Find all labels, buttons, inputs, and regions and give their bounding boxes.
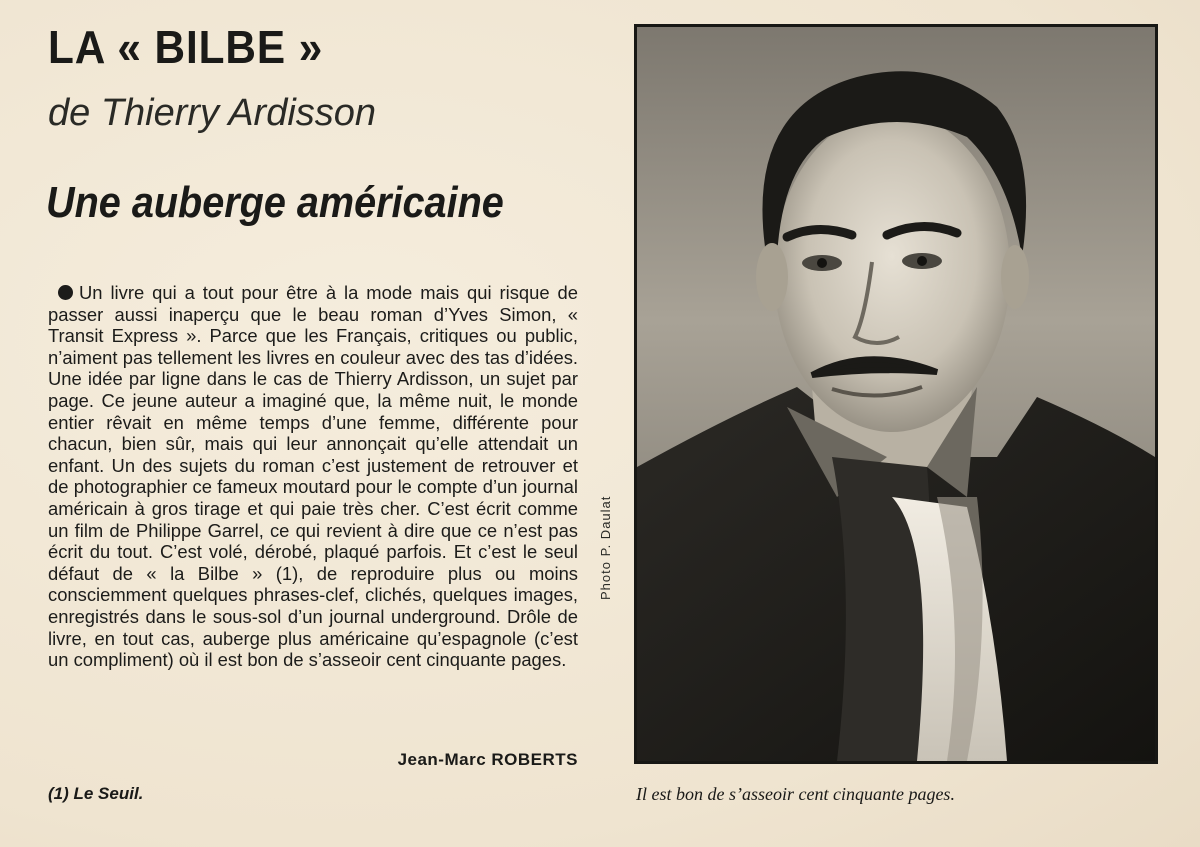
portrait-illustration [637,27,1155,761]
article-title: LA « BILBE » [48,21,324,73]
bullet-icon [58,285,73,300]
article-author: Jean-Marc ROBERTS [397,750,578,769]
article-body [48,282,578,671]
portrait-photo [634,24,1158,764]
article-footnote: (1) Le Seuil. [48,784,144,803]
photo-credit: Photo P. Daulat [598,495,613,600]
article-body-text: Un livre qui a tout pour être à la mode mais qui risque de passer aussi inaperçu que le beau roman d’Yves Simon, « Transit Express ». Parce que les Français, critiques ou public, n’aiment pas tellement les livres en couleur avec des tas d’idées. Une idée par ligne dans le cas de Thierry Ardisson, un sujet par page. Ce jeune auteur a imaginé que, la même nuit, le monde entier rêvait en même temps d’une femme, différente pour chacun, bien sûr, mais qui leur annonçait qu’elle attendait un enfant. Un des sujets du roman c’est justement de retrouver et de photographier ce fameux moutard pour le compte d’un journal américain à gros tirage et qui paie très cher. C’est écrit comme un film de Philippe Garrel, ce qui revient à dire que ce n’est pas écrit du tout. C’est volé, dérobé, plaqué parfois. Et c’est le seul défaut de « la Bilbe » (1), de reproduire plus ou moins consciemment quelques phrases-clef, clichés, quelques images, enregistrés dans le sous-sol d’un journal underground. Drôle de livre, en tout cas, auberge plus américaine qu’espagnole (c’est un compliment) où il est bon de s’asseoir cent cinquante pages. [48,282,578,671]
article-byline: de Thierry Ardisson [48,92,377,134]
photo-caption: Il est bon de s’asseoir cent cinquante pages. [636,784,955,804]
article-headline: Une auberge américaine [46,178,504,227]
